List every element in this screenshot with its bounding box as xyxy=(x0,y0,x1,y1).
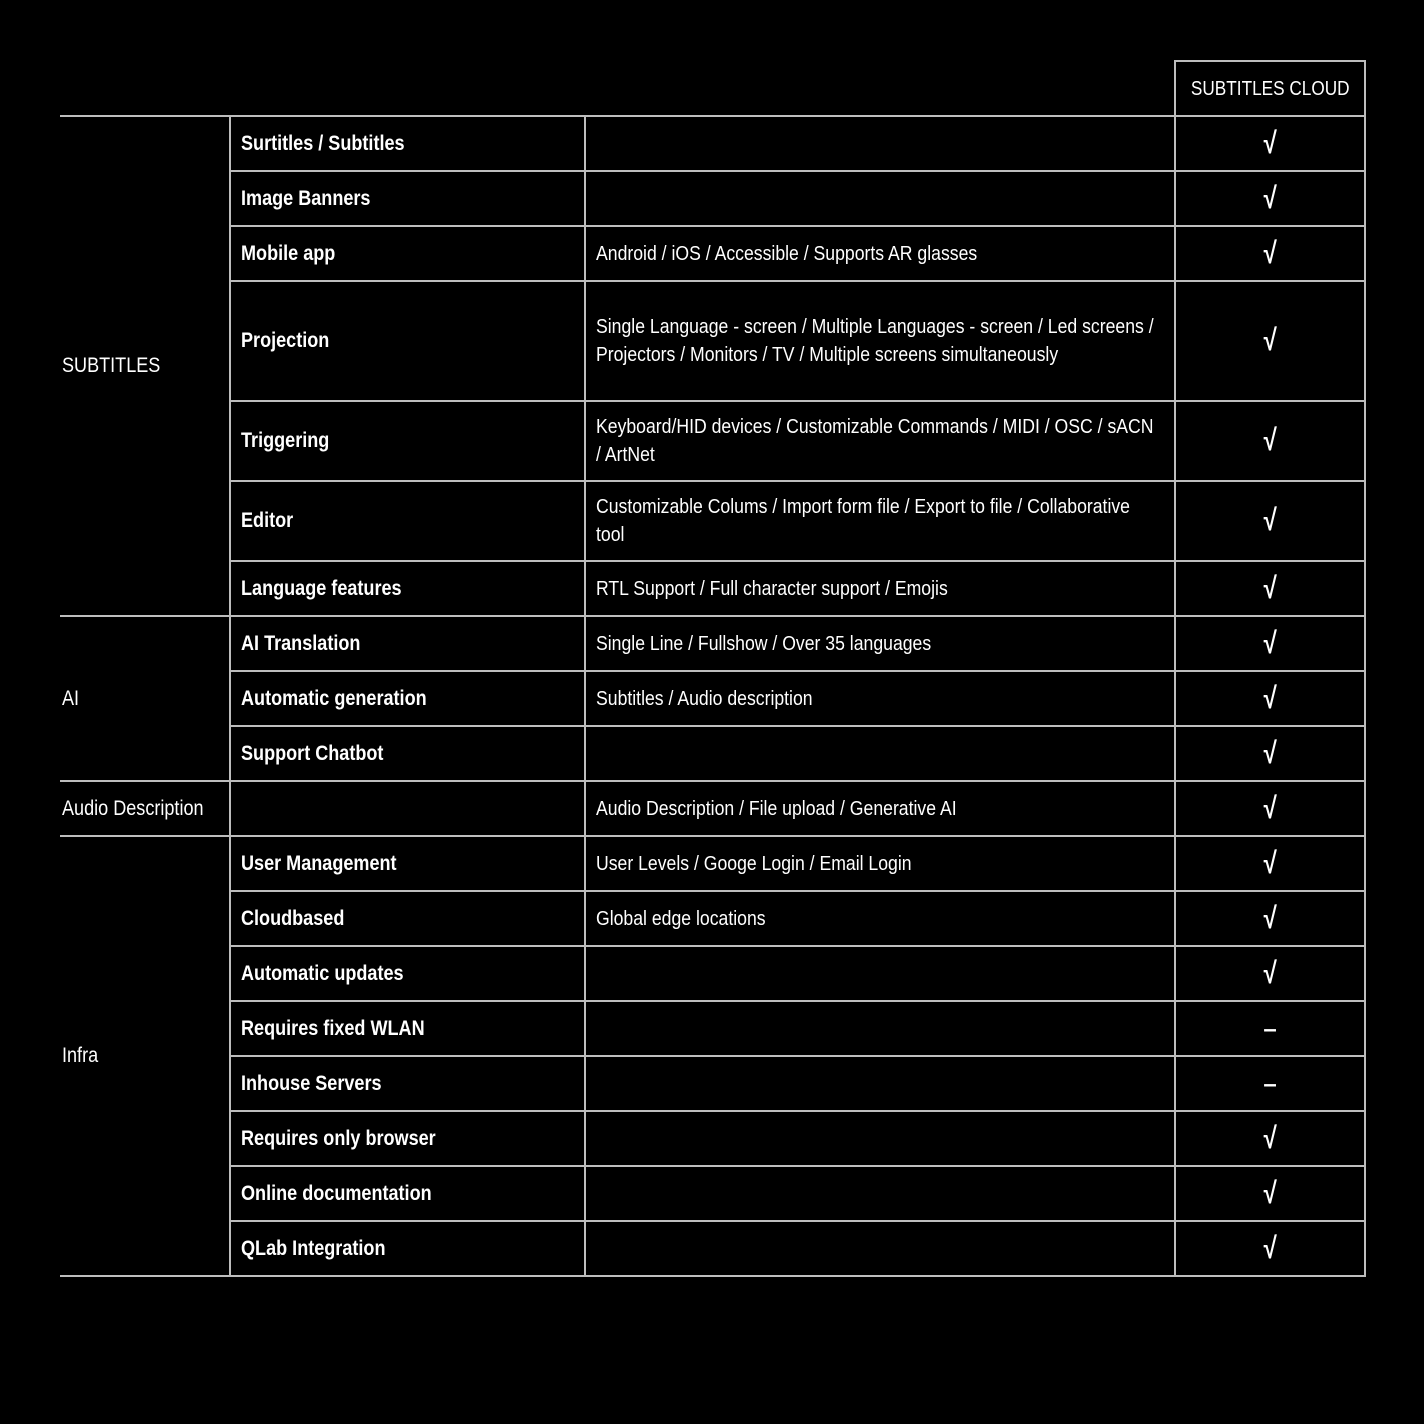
feature-name: Image Banners xyxy=(230,171,585,226)
check-icon: √ xyxy=(1175,836,1365,891)
feature-description xyxy=(585,1221,1175,1276)
table-row xyxy=(60,1056,1365,1111)
feature-description: Customizable Colums / Import form file / Export to file / Collaborative tool xyxy=(585,481,1175,561)
table-row xyxy=(60,891,1365,946)
check-icon: √ xyxy=(1175,671,1365,726)
table-row xyxy=(60,1221,1365,1276)
feature-description: Single Line / Fullshow / Over 35 languages xyxy=(585,616,1175,671)
check-icon: √ xyxy=(1175,171,1365,226)
table-row xyxy=(60,671,1365,726)
feature-name: Automatic generation xyxy=(230,671,585,726)
feature-name: Mobile app xyxy=(230,226,585,281)
table-row xyxy=(60,116,1365,171)
check-icon: √ xyxy=(1175,1221,1365,1276)
table-row xyxy=(60,1001,1365,1056)
header-blank-cell xyxy=(60,61,1175,116)
feature-name: Requires only browser xyxy=(230,1111,585,1166)
table-row xyxy=(60,726,1365,781)
category-subtitles: SUBTITLES xyxy=(60,116,230,616)
feature-description: Audio Description / File upload / Generative AI xyxy=(585,781,1175,836)
check-icon: √ xyxy=(1175,116,1365,171)
feature-description: Android / iOS / Accessible / Supports AR glasses xyxy=(585,226,1175,281)
table-row xyxy=(60,946,1365,1001)
feature-description xyxy=(585,726,1175,781)
feature-name: Editor xyxy=(230,481,585,561)
feature-name: QLab Integration xyxy=(230,1221,585,1276)
feature-name: Triggering xyxy=(230,401,585,481)
feature-name: Online documentation xyxy=(230,1166,585,1221)
feature-name: Support Chatbot xyxy=(230,726,585,781)
check-icon: √ xyxy=(1175,726,1365,781)
check-icon: √ xyxy=(1175,281,1365,401)
table-row xyxy=(60,836,1365,891)
feature-description xyxy=(585,946,1175,1001)
feature-description: Global edge locations xyxy=(585,891,1175,946)
table-row xyxy=(60,561,1365,616)
check-icon: √ xyxy=(1175,946,1365,1001)
table-row xyxy=(60,226,1365,281)
check-icon: √ xyxy=(1175,401,1365,481)
check-icon: √ xyxy=(1175,1111,1365,1166)
feature-name: Requires fixed WLAN xyxy=(230,1001,585,1056)
check-icon: √ xyxy=(1175,481,1365,561)
feature-description xyxy=(585,1111,1175,1166)
feature-name: Inhouse Servers xyxy=(230,1056,585,1111)
category-infra: Infra xyxy=(60,836,230,1276)
table-row xyxy=(60,481,1365,561)
feature-name: Language features xyxy=(230,561,585,616)
table-row xyxy=(60,401,1365,481)
feature-name: Surtitles / Subtitles xyxy=(230,116,585,171)
feature-description xyxy=(585,171,1175,226)
feature-description: Keyboard/HID devices / Customizable Commands / MIDI / OSC / sACN / ArtNet xyxy=(585,401,1175,481)
check-icon: √ xyxy=(1175,891,1365,946)
check-icon: √ xyxy=(1175,616,1365,671)
category-audio-description: Audio Description xyxy=(60,781,230,836)
check-icon: √ xyxy=(1175,561,1365,616)
feature-name: User Management xyxy=(230,836,585,891)
feature-description xyxy=(585,1001,1175,1056)
feature-description: User Levels / Googe Login / Email Login xyxy=(585,836,1175,891)
feature-description: RTL Support / Full character support / Emojis xyxy=(585,561,1175,616)
table-row xyxy=(60,781,1365,836)
feature-name: AI Translation xyxy=(230,616,585,671)
feature-description: Single Language - screen / Multiple Languages - screen / Led screens / Projectors / Monitors / TV / Multiple screens simultaneously xyxy=(585,281,1175,401)
table-row xyxy=(60,281,1365,401)
table-row xyxy=(60,616,1365,671)
feature-name: Projection xyxy=(230,281,585,401)
feature-name: Cloudbased xyxy=(230,891,585,946)
table-row xyxy=(60,1166,1365,1221)
dash-icon: – xyxy=(1175,1056,1365,1111)
feature-description xyxy=(585,1166,1175,1221)
column-header-label: SUBTITLES CLOUD xyxy=(1190,77,1350,100)
feature-comparison-table xyxy=(60,60,1366,1277)
category-ai: AI xyxy=(60,616,230,781)
feature-name: Automatic updates xyxy=(230,946,585,1001)
check-icon: √ xyxy=(1175,226,1365,281)
table-row xyxy=(60,1111,1365,1166)
feature-description: Subtitles / Audio description xyxy=(585,671,1175,726)
check-icon: √ xyxy=(1175,1166,1365,1221)
feature-description xyxy=(585,116,1175,171)
feature-description xyxy=(585,1056,1175,1111)
column-header-subtitles-cloud xyxy=(1175,61,1365,116)
dash-icon: – xyxy=(1175,1001,1365,1056)
check-icon: √ xyxy=(1175,781,1365,836)
table-header-row xyxy=(60,61,1365,116)
feature-name xyxy=(230,781,585,836)
table-row xyxy=(60,171,1365,226)
